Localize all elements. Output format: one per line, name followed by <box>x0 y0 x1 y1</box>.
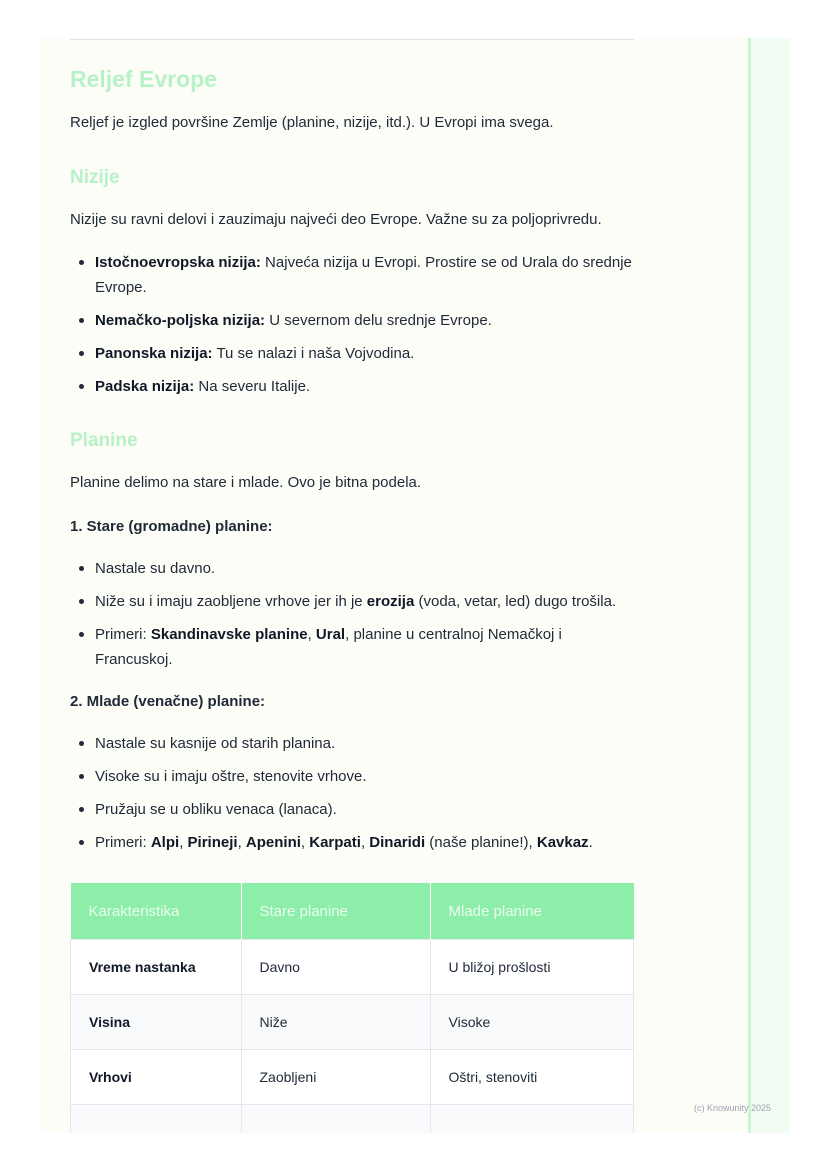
page-title: Reljef Evrope <box>70 66 217 92</box>
list-item-text: Tu se nalazi i naša Vojvodina. <box>212 345 415 362</box>
intro-paragraph: Reljef je izgled površine Zemlje (planine, nizije, itd.). U Evropi ima svega. <box>70 114 554 131</box>
table-cell <box>430 1105 634 1134</box>
separator: , <box>360 834 370 851</box>
side-accent-bar <box>748 38 790 1133</box>
list-item <box>70 622 634 672</box>
stare-planine-list <box>70 556 634 672</box>
table-header-row <box>71 883 634 940</box>
list-item-text: Niže su i imaju zaobljene vrhove jer ih je <box>95 593 367 610</box>
list-item <box>70 589 634 614</box>
emphasis-term: Ural <box>315 626 346 643</box>
emphasis-term: Kavkaz <box>536 834 589 851</box>
table-cell: Vreme nastanka <box>71 940 242 995</box>
list-item <box>70 830 634 855</box>
table-row <box>71 1105 634 1134</box>
table-header-cell: Stare planine <box>241 883 430 940</box>
list-item-text: Visoke su i imaju oštre, stenovite vrhove. <box>95 768 367 785</box>
table-header-cell: Mlade planine <box>430 883 634 940</box>
list-item <box>70 764 634 789</box>
section-heading-planine: Planine <box>70 430 138 451</box>
list-item <box>70 731 634 756</box>
list-item-text: , planine u centralnoj Nemačkoj i Francuskoj. <box>95 626 562 668</box>
section-heading-nizije: Nizije <box>70 167 120 188</box>
mlade-planine-list <box>70 731 634 855</box>
table-cell: Oštri, stenoviti <box>430 1050 634 1105</box>
list-item-text: Na severu Italije. <box>194 378 311 395</box>
table-cell: Visina <box>71 995 242 1050</box>
separator: , <box>237 834 246 851</box>
comparison-table-wrapper <box>70 883 634 1133</box>
emphasis-term: Pirineji <box>187 834 238 851</box>
table-header-cell: Karakteristika <box>71 883 242 940</box>
mlade-planine-title: 2. Mlade (venačne) planine: <box>70 693 266 710</box>
table-cell: Vrhovi <box>71 1050 242 1105</box>
emphasis-term: Apenini <box>245 834 301 851</box>
stare-planine-title: 1. Stare (gromadne) planine: <box>70 518 273 535</box>
table-cell: Niže <box>241 995 430 1050</box>
list-item-text: Nastale su davno. <box>95 560 216 577</box>
emphasis-term: Dinaridi <box>369 834 426 851</box>
separator: , <box>179 834 188 851</box>
list-item-text: (voda, vetar, led) dugo trošila. <box>414 593 617 610</box>
table-row <box>71 1050 634 1105</box>
list-item-term: Padska nizija: <box>95 378 195 395</box>
table-cell <box>71 1105 242 1134</box>
planine-intro: Planine delimo na stare i mlade. Ovo je bitna podela. <box>70 474 422 491</box>
list-item-term: Panonska nizija: <box>95 345 213 362</box>
list-item <box>70 797 634 822</box>
list-item-text: Primeri: <box>95 626 151 643</box>
table-cell <box>241 1105 430 1134</box>
list-item-text: Primeri: <box>95 834 151 851</box>
table-cell: Visoke <box>430 995 634 1050</box>
table-row <box>71 995 634 1050</box>
list-item <box>70 308 634 333</box>
comparison-table <box>70 883 634 1133</box>
table-cell: Davno <box>241 940 430 995</box>
list-item-term: Nemačko-poljska nizija: <box>95 312 266 329</box>
list-item-text: Nastale su kasnije od starih planina. <box>95 735 336 752</box>
table-cell: Zaobljeni <box>241 1050 430 1105</box>
list-item-text: (naše planine!), <box>425 834 537 851</box>
list-item <box>70 250 634 300</box>
emphasis-term: Karpati <box>309 834 361 851</box>
copyright-watermark: (c) Knowunity 2025 <box>694 1103 772 1113</box>
list-item-text: . <box>588 834 593 851</box>
nizije-list <box>70 250 634 399</box>
nizije-intro: Nizije su ravni delovi i zauzimaju najveći deo Evrope. Važne su za poljoprivredu. <box>70 211 602 228</box>
table-cell: U bližoj prošlosti <box>430 940 634 995</box>
separator: , <box>300 834 310 851</box>
list-item-text: Najveća nizija u Evropi. Prostire se od Urala do srednje Evrope. <box>95 254 632 296</box>
list-item-text: U severnom delu srednje Evrope. <box>265 312 492 329</box>
document-content <box>70 60 634 855</box>
emphasis-term: erozija <box>366 593 415 610</box>
list-item-term: Istočnoevropska nizija: <box>95 254 261 271</box>
list-item-text: Pružaju se u obliku venaca (lanaca). <box>95 801 337 818</box>
list-item <box>70 374 634 399</box>
top-divider <box>70 39 634 40</box>
list-item-text: , <box>307 626 316 643</box>
emphasis-term: Skandinavske planine <box>150 626 308 643</box>
emphasis-term: Alpi <box>150 834 180 851</box>
list-item <box>70 341 634 366</box>
list-item <box>70 556 634 581</box>
table-row <box>71 940 634 995</box>
